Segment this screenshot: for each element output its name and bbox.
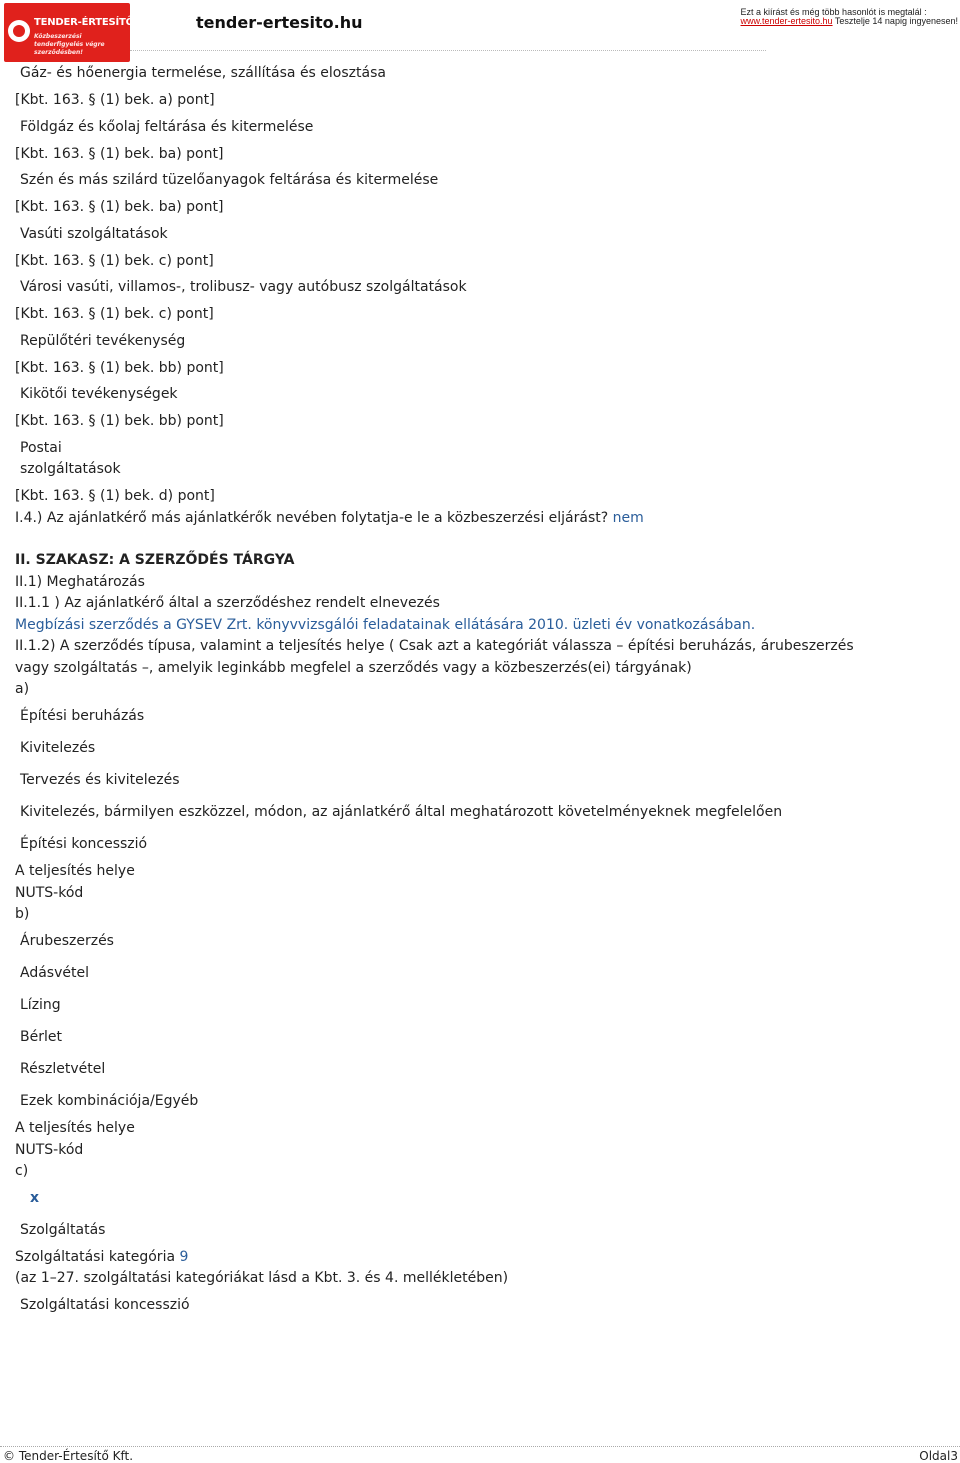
logo-title: TENDER-ÉRTESÍTŐ.hu: [34, 17, 152, 28]
legal-reference: [Kbt. 163. § (1) bek. ba) pont]: [15, 199, 224, 215]
service-category-label: Szolgáltatási kategória: [15, 1249, 176, 1265]
activity-item-postal-cont: szolgáltatások: [20, 461, 121, 477]
i4-question-text: I.4.) Az ajánlatkérő más ajánlatkérők nevében folytatja-e le a közbeszerzési eljárást?: [15, 510, 609, 526]
option-item: Kivitelezés, bármilyen eszközzel, módon, az ajánlatkérő által meghatározott követelményeknek megfelelően: [20, 804, 783, 820]
option-item: Ezek kombinációja/Egyéb: [20, 1093, 199, 1109]
legal-reference: [Kbt. 163. § (1) bek. c) pont]: [15, 253, 214, 269]
service-category-value: 9: [179, 1249, 189, 1265]
nuts-label: NUTS-kód: [15, 885, 84, 901]
nuts-label: NUTS-kód: [15, 1142, 84, 1158]
service-category: [15, 1248, 188, 1266]
field-label: II.1.2) A szerződés típusa, valamint a teljesítés helye ( Csak azt a kategóriát válassza – építési beruházás, árubeszerzés: [15, 638, 854, 654]
activity-item: Vasúti szolgáltatások: [20, 226, 168, 242]
option-item: Építési koncesszió: [20, 836, 148, 852]
section-heading: II. SZAKASZ: A SZERZŐDÉS TÁRGYA: [15, 552, 295, 568]
legal-reference: [Kbt. 163. § (1) bek. d) pont]: [15, 488, 215, 504]
legal-reference: [Kbt. 163. § (1) bek. c) pont]: [15, 306, 214, 322]
activity-item-postal: Postai: [20, 440, 62, 456]
option-item: Szolgáltatási koncesszió: [20, 1297, 190, 1313]
place-label: A teljesítés helye: [15, 1120, 135, 1136]
promo-box: [741, 8, 958, 26]
place-label: A teljesítés helye: [15, 863, 135, 879]
footer-divider: [0, 1446, 960, 1447]
option-item: Kivitelezés: [20, 740, 96, 756]
i4-answer: nem: [612, 510, 644, 526]
footer-copyright: © Tender-Értesítő Kft.: [3, 1449, 134, 1463]
legal-reference: [Kbt. 163. § (1) bek. a) pont]: [15, 92, 215, 108]
option-item-selected: Szolgáltatás: [20, 1222, 106, 1238]
logo-subtitle: Közbeszerzési tenderfigyelés végre szerződésben!: [34, 33, 105, 56]
field-label-cont: vagy szolgáltatás –, amelyik leginkább megfelel a szerződés vagy a közbeszerzés(ei) tárgyának): [15, 660, 692, 676]
option-item: Adásvétel: [20, 965, 89, 981]
activity-item: Szén és más szilárd tüzelőanyagok feltárása és kitermelése: [20, 172, 439, 188]
option-group-label: b): [15, 906, 30, 922]
subsection-title: II.1) Meghatározás: [15, 574, 145, 590]
legal-reference: [Kbt. 163. § (1) bek. bb) pont]: [15, 360, 224, 376]
promo-link[interactable]: www.tender-ertesito.hu: [740, 16, 833, 26]
activity-item: Városi vasúti, villamos-, trolibusz- vagy autóbusz szolgáltatások: [20, 279, 467, 295]
site-title: tender-ertesito.hu: [196, 13, 363, 32]
header-divider: [130, 50, 766, 51]
page-number: Oldal3: [919, 1449, 958, 1463]
selected-mark: x: [30, 1190, 40, 1206]
legal-reference: [Kbt. 163. § (1) bek. ba) pont]: [15, 146, 224, 162]
option-group-label: a): [15, 681, 30, 697]
activity-item: Földgáz és kőolaj feltárása és kitermelése: [20, 119, 314, 135]
legal-reference: [Kbt. 163. § (1) bek. bb) pont]: [15, 413, 224, 429]
option-item: Részletvétel: [20, 1061, 106, 1077]
option-item: Árubeszerzés: [20, 933, 114, 949]
activity-item: Repülőtéri tevékenység: [20, 333, 186, 349]
option-item: Tervezés és kivitelezés: [20, 772, 180, 788]
option-item: Építési beruházás: [20, 708, 145, 724]
site-logo[interactable]: [4, 3, 152, 62]
option-item: Bérlet: [20, 1029, 62, 1045]
contract-name: Megbízási szerződés a GYSEV Zrt. könyvvizsgálói feladatainak ellátására 2010. üzleti év vonatkozásában.: [15, 617, 756, 633]
activity-item: Kikötői tevékenységek: [20, 386, 178, 402]
field-label: II.1.1 ) Az ajánlatkérő által a szerződéshez rendelt elnevezés: [15, 595, 440, 611]
i4-question: [15, 509, 644, 527]
service-category-note: (az 1–27. szolgáltatási kategóriákat lásd a Kbt. 3. és 4. mellékletében): [15, 1270, 509, 1286]
option-item: Lízing: [20, 997, 61, 1013]
promo-text: Ezt a kiírást és még több hasonlót is megtalál :: [740, 7, 927, 17]
option-group-label: c): [15, 1163, 29, 1179]
activity-item: Gáz- és hőenergia termelése, szállítása és elosztása: [20, 65, 386, 81]
logo-target-icon: [8, 20, 30, 42]
promo-tail: Tesztelje 14 napig ingyenesen!: [832, 16, 958, 26]
